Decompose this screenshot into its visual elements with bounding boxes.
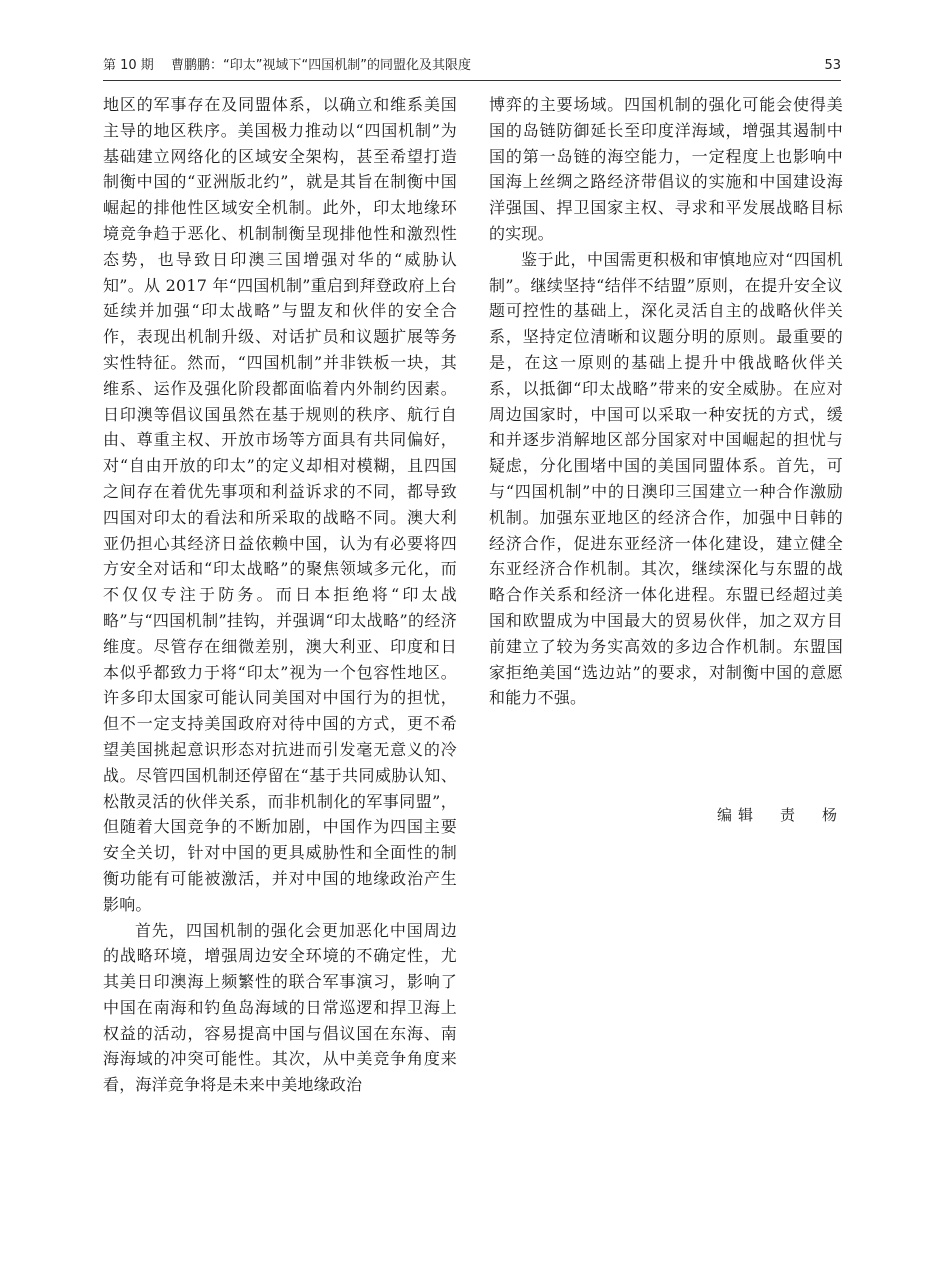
left-paragraph-2: 首先，四国机制的强化会更加恶化中国周边的战略环境，增强周边安全环境的不确定性，尤其美日印澳海上频繁性的联合军事演习，影响了中国在南海和钓鱼岛海域的日常巡逻和捍卫海上权益的活动，容易提高中国与倡议国在东海、南海海域的冲突可能性。其次，从中美竞争角度来看，海洋竞争将是未来中美地缘政治 — [103, 920, 457, 1095]
running-header — [103, 54, 841, 78]
header-divider — [103, 80, 841, 81]
article-running-title: 曹鹏鹏：“印太”视域下“四国机制”的同盟化及其限度 — [171, 58, 471, 73]
right-paragraph-2: 鉴于此，中国需更积极和审慎地应对“四国机制”。继续坚持“结伴不结盟”原则，在提升安全议题可控性的基础上，深化灵活自主的战略伙伴关系，坚持定位清晰和议题分明的原则。最重要的是，在这一原则的基础上提升中俄战略伙伴关系，以抵御“印太战略”带来的安全威胁。在应对周边国家时，中国可以采取一种安抚的方式，缓和并逐步消解地区部分国家对中国崛起的担忧与疑虑，分化围堵中国的美国同盟体系。首先，可与“四国机制”中的日澳印三国建立一种合作激励机制。加强东亚地区的经济合作，加强中日韩的经济合作，促进东亚经济一体化建设，建立健全东亚经济合作机制。其次，继续深化与东盟的战略合作关系和经济一体化进程。东盟已经超过美国和欧盟成为中国最大的贸易伙伴，加之双方目前建立了较为务实高效的多边合作机制。东盟国家拒绝美国“选边站”的要求，对制衡中国的意愿和能力不强。 — [489, 249, 843, 708]
left-paragraph-1: 地区的军事存在及同盟体系，以确立和维系美国主导的地区秩序。美国极力推动以“四国机制”为基础建立网络化的区域安全架构，甚至希望打造制衡中国的“亚洲版北约”，就是其旨在制衡中国崛起的排他性区域安全机制。此外，印太地缘环境竞争趋于恶化、机制制衡呈现排他性和激烈性态势，也导致日印澳三国增强对华的“威胁认知”。从 2017 年“四国机制”重启到拜登政府上台延续并加强“印太战略”与盟友和伙伴的安全合作，表现出机制升级、对话扩员和议题扩展等务实性特征。然而，“四国机制”并非铁板一块，其维系、运作及强化阶段都面临着内外制约因素。日印澳等倡议国虽然在基于规则的秩序、航行自由、尊重主权、开放市场等方面具有共同偏好，对“自由开放的印太”的定义却相对模糊，且四国之间存在着优先事项和利益诉求的不同，都导致四国对印太的看法和所采取的战略不同。澳大利亚仍担心其经济日益依赖中国，认为有必要将四方安全对话和“印太战略”的聚焦领域多元化，而不仅仅专注于防务。而日本拒绝将“印太战略”与“四国机制”挂钩，并强调“印太战略”的经济维度。尽管存在细微差别，澳大利亚、印度和日本似乎都致力于将“印太”视为一个包容性地区。许多印太国家可能认同美国对中国行为的担忧，但不一定支持美国政府对待中国的方式，更不希望美国挑起意识形态对抗进而引发毫无意义的冷战。尽管四国机制还停留在“基于共同威胁认知、松散灵活的伙伴关系，而非机制化的军事同盟”，但随着大国竞争的不断加剧，中国作为四国主要安全关切，针对中国的更具威胁性和全面性的制衡功能有可能被激活，并对中国的地缘政治产生影响。 — [103, 95, 457, 914]
right-column — [489, 92, 843, 711]
page-number: 53 — [824, 58, 841, 73]
editor-credit: 编辑 责 杨 — [716, 806, 843, 824]
right-paragraph-1: 博弈的主要场域。四国机制的强化可能会使得美国的岛链防御延长至印度洋海域，增强其遏制中国的第一岛链的海空能力，一定程度上也影响中国海上丝绸之路经济带倡议的实施和中国建设海洋强国、捍卫国家主权、寻求和平发展战略目标的实现。 — [489, 95, 843, 243]
left-column — [103, 92, 457, 1098]
issue-number: 第 10 期 — [103, 58, 154, 73]
